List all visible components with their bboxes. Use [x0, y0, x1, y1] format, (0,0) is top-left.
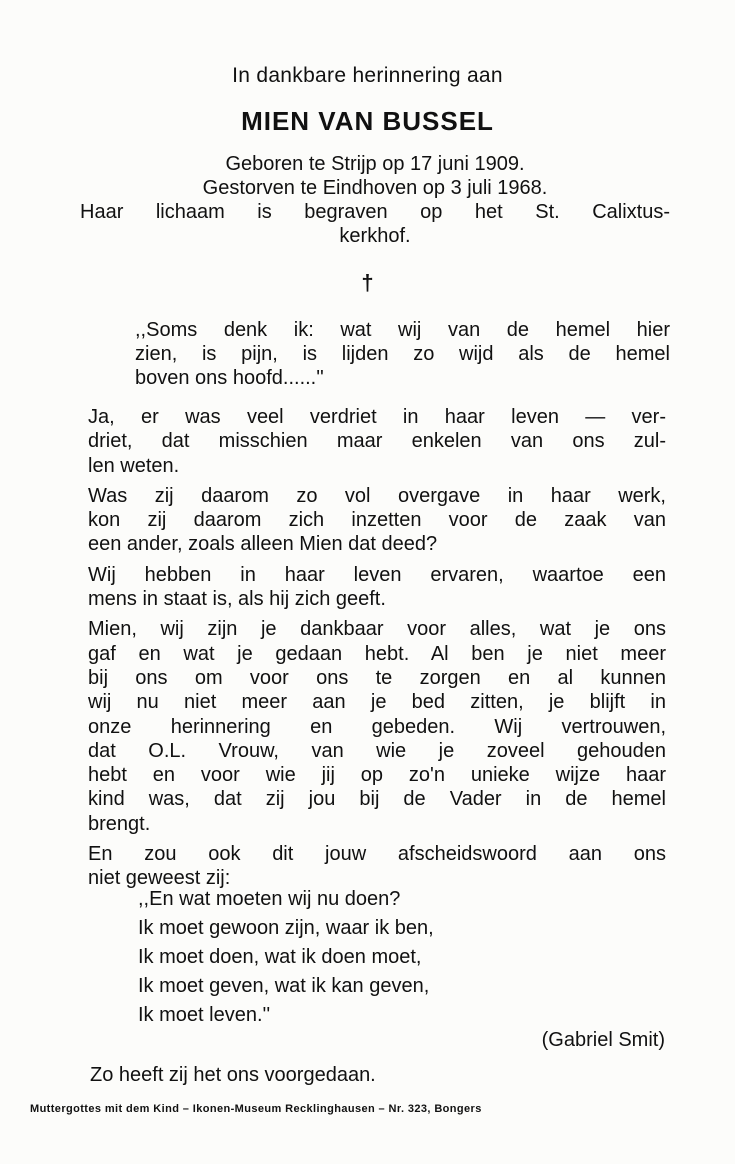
- deceased-name: MIEN VAN BUSSEL: [241, 106, 494, 136]
- text-line: gaf en wat je gedaan hebt. Al ben je niet meer: [88, 642, 666, 665]
- text-line: Was zij daarom zo vol overgave in haar werk,: [88, 484, 666, 507]
- text-line: een ander, zoals alleen Mien dat deed?: [88, 533, 438, 556]
- paragraph-gratitude: [88, 617, 666, 836]
- poem: [138, 885, 638, 1030]
- text-line: driet, dat misschien maar enkelen van ons zul-: [88, 430, 666, 453]
- poem-line: Ik moet geven, wat ik kan geven,: [138, 975, 430, 997]
- paragraph-farewell: [88, 842, 666, 891]
- cross-icon: †: [361, 270, 374, 295]
- text-line: hebt en voor wie jij op zo'n unieke wijze haar: [88, 764, 666, 787]
- closing-line: Zo heeft zij het ons voorgedaan.: [90, 1064, 376, 1086]
- life-facts: [80, 152, 670, 248]
- paragraph-experience: [88, 563, 666, 612]
- poem-line: Ik moet leven.'': [138, 1004, 271, 1026]
- death-line: Gestorven te Eindhoven op 3 juli 1968.: [202, 177, 548, 199]
- text-line: mens in staat is, als hij zich geeft.: [88, 588, 386, 611]
- quote-line: boven ons hoofd......'': [135, 367, 324, 389]
- text-line: Ja, er was veel verdriet in haar leven — ver-: [88, 406, 666, 428]
- text-line: dat O.L. Vrouw, van wie je zoveel gehouden: [88, 739, 666, 762]
- image-credit-footer: Muttergottes mit dem Kind – Ikonen-Museum Recklinghausen – Nr. 323, Bongers: [30, 1103, 482, 1115]
- text-line: niet geweest zij:: [88, 867, 231, 890]
- intro-line: In dankbare herinnering aan: [232, 64, 503, 87]
- text-line: En zou ook dit jouw afscheidswoord aan ons: [88, 843, 666, 866]
- poem-line: Ik moet gewoon zijn, waar ik ben,: [138, 917, 434, 939]
- poem-line: Ik moet doen, wat ik doen moet,: [138, 946, 422, 968]
- text-line: Wij hebben in haar leven ervaren, waartoe een: [88, 563, 666, 586]
- text-line: len weten.: [88, 454, 180, 477]
- quote-line: zien, is pijn, is lijden zo wijd als de hemel: [135, 343, 670, 365]
- quote-line: ,,Soms denk ik: wat wij van de hemel hier: [135, 319, 670, 341]
- burial-line-continued: kerkhof.: [339, 225, 411, 247]
- poem-line: ,,En wat moeten wij nu doen?: [138, 888, 401, 910]
- burial-line: Haar lichaam is begraven op het St. Calixtus-: [80, 201, 670, 223]
- poem-author-credit: (Gabriel Smit): [541, 1029, 665, 1051]
- text-line: Mien, wij zijn je dankbaar voor alles, wat je ons: [88, 618, 666, 641]
- opening-quote: [135, 318, 670, 390]
- text-line: onze herinnering en gebeden. Wij vertrouwen,: [88, 715, 666, 738]
- paragraph-devotion: [88, 484, 666, 557]
- text-line: bij ons om voor ons te zorgen en al kunnen: [88, 666, 666, 689]
- text-line: brengt.: [88, 812, 151, 835]
- paragraph-sorrow: [88, 405, 666, 478]
- birth-line: Geboren te Strijp op 17 juni 1909.: [225, 153, 525, 175]
- text-line: kind was, dat zij jou bij de Vader in de hemel: [88, 788, 666, 811]
- text-line: wij nu niet meer aan je bed zitten, je blijft in: [88, 691, 666, 714]
- memorial-text: [88, 405, 666, 897]
- text-line: kon zij daarom zich inzetten voor de zaak van: [88, 509, 666, 532]
